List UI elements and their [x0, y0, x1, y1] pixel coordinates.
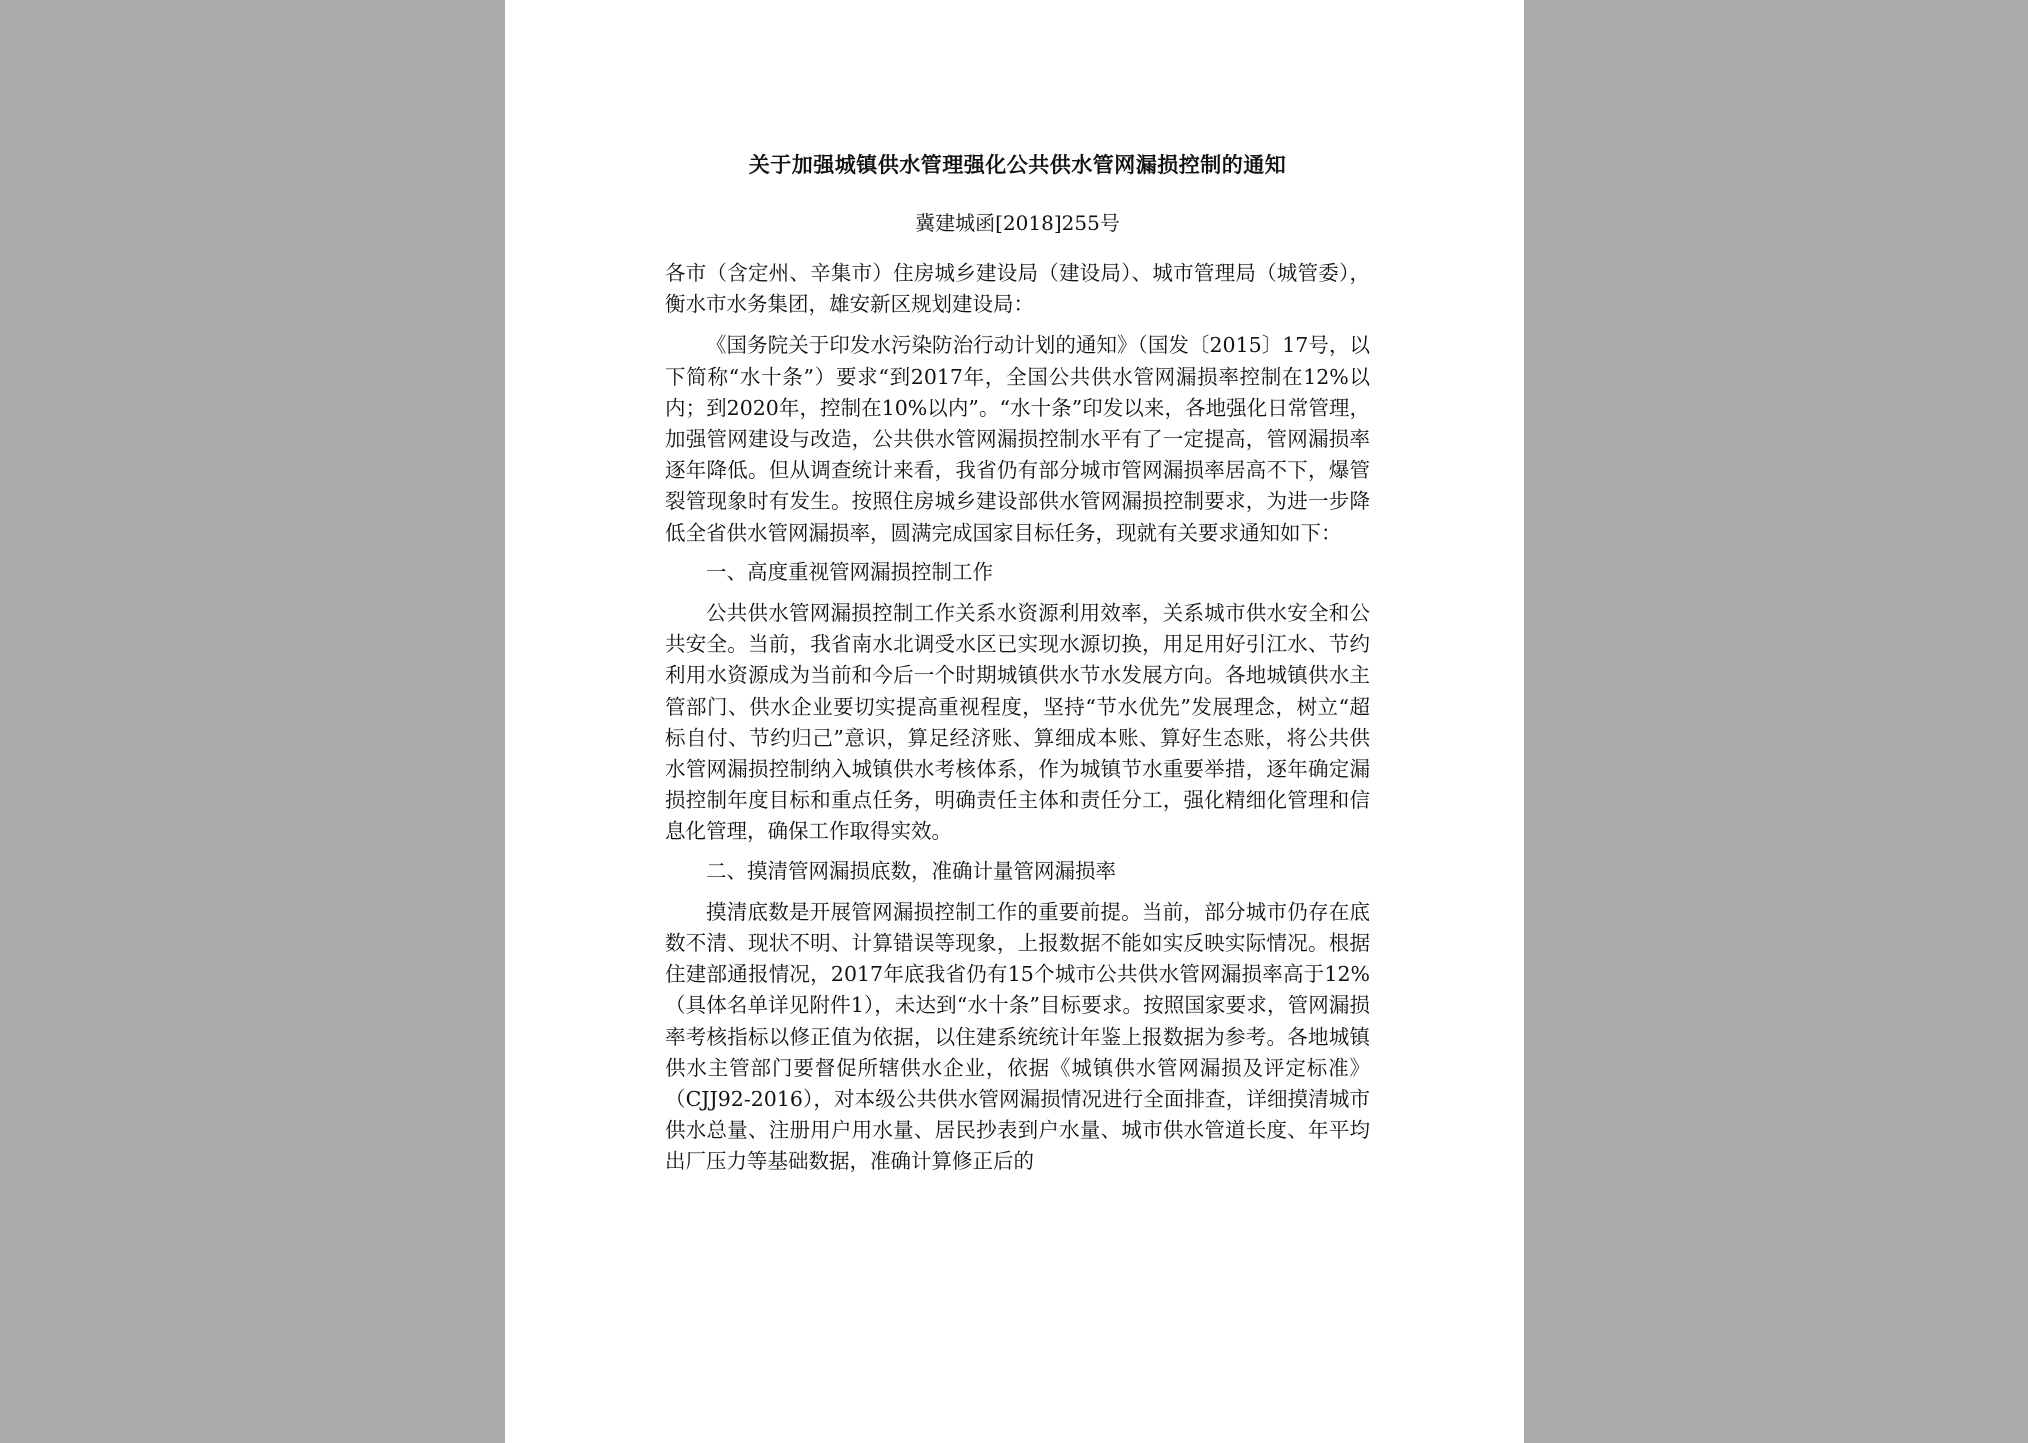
- document-title: 关于加强城镇供水管理强化公共供水管网漏损控制的通知: [748, 152, 1287, 177]
- page-content: [665, 148, 1370, 1178]
- section-1-heading: 一、高度重视管网漏损控制工作: [706, 559, 993, 584]
- section-2-heading: 二、摸清管网漏损底数，准确计量管网漏损率: [706, 858, 1116, 883]
- document-page: [505, 0, 1524, 1443]
- document-number: 冀建城函[2018]255号: [915, 211, 1120, 235]
- intro-paragraph: 《国务院关于印发水污染防治行动计划的通知》（国发〔2015〕17号，以下简称“水十条”）要求“到2017年，全国公共供水管网漏损率控制在12%以内；到2020年，控制在10%以内”。“水十条”印发以来，各地强化日常管理，加强管网建设与改造，公共供水管网漏损控制水平有了一定提高，管网漏损率逐年降低。但从调查统计来看，我省仍有部分城市管网漏损率居高不下，爆管裂管现象时有发生。按照住房城乡建设部供水管网漏损控制要求，为进一步降低全省供水管网漏损率，圆满完成国家目标任务，现就有关要求通知如下：: [665, 333, 1370, 545]
- section-1-paragraph: 公共供水管网漏损控制工作关系水资源利用效率，关系城市供水安全和公共安全。当前，我省南水北调受水区已实现水源切换，用足用好引江水、节约利用水资源成为当前和今后一个时期城镇供水节水发展方向。各地城镇供水主管部门、供水企业要切实提高重视程度，坚持“节水优先”发展理念，树立“超标自付、节约归己”意识，算足经济账、算细成本账、算好生态账，将公共供水管网漏损控制纳入城镇供水考核体系，作为城镇节水重要举措，逐年确定漏损控制年度目标和重点任务，明确责任主体和责任分工，强化精细化管理和信息化管理，确保工作取得实效。: [665, 601, 1370, 844]
- section-2-paragraph: 摸清底数是开展管网漏损控制工作的重要前提。当前，部分城市仍存在底数不清、现状不明、计算错误等现象，上报数据不能如实反映实际情况。根据住建部通报情况，2017年底我省仍有15个城市公共供水管网漏损率高于12%（具体名单详见附件1），未达到“水十条”目标要求。按照国家要求，管网漏损率考核指标以修正值为依据，以住建系统统计年鉴上报数据为参考。各地城镇供水主管部门要督促所辖供水企业，依据《城镇供水管网漏损及评定标准》（CJJ92-2016），对本级公共供水管网漏损情况进行全面排查，详细摸清城市供水总量、注册用户用水量、居民抄表到户水量、城市供水管道长度、年平均出厂压力等基础数据，准确计算修正后的: [665, 899, 1370, 1174]
- recipients-paragraph: 各市（含定州、辛集市）住房城乡建设局（建设局）、城市管理局（城管委），衡水市水务集团，雄安新区规划建设局：: [665, 261, 1370, 317]
